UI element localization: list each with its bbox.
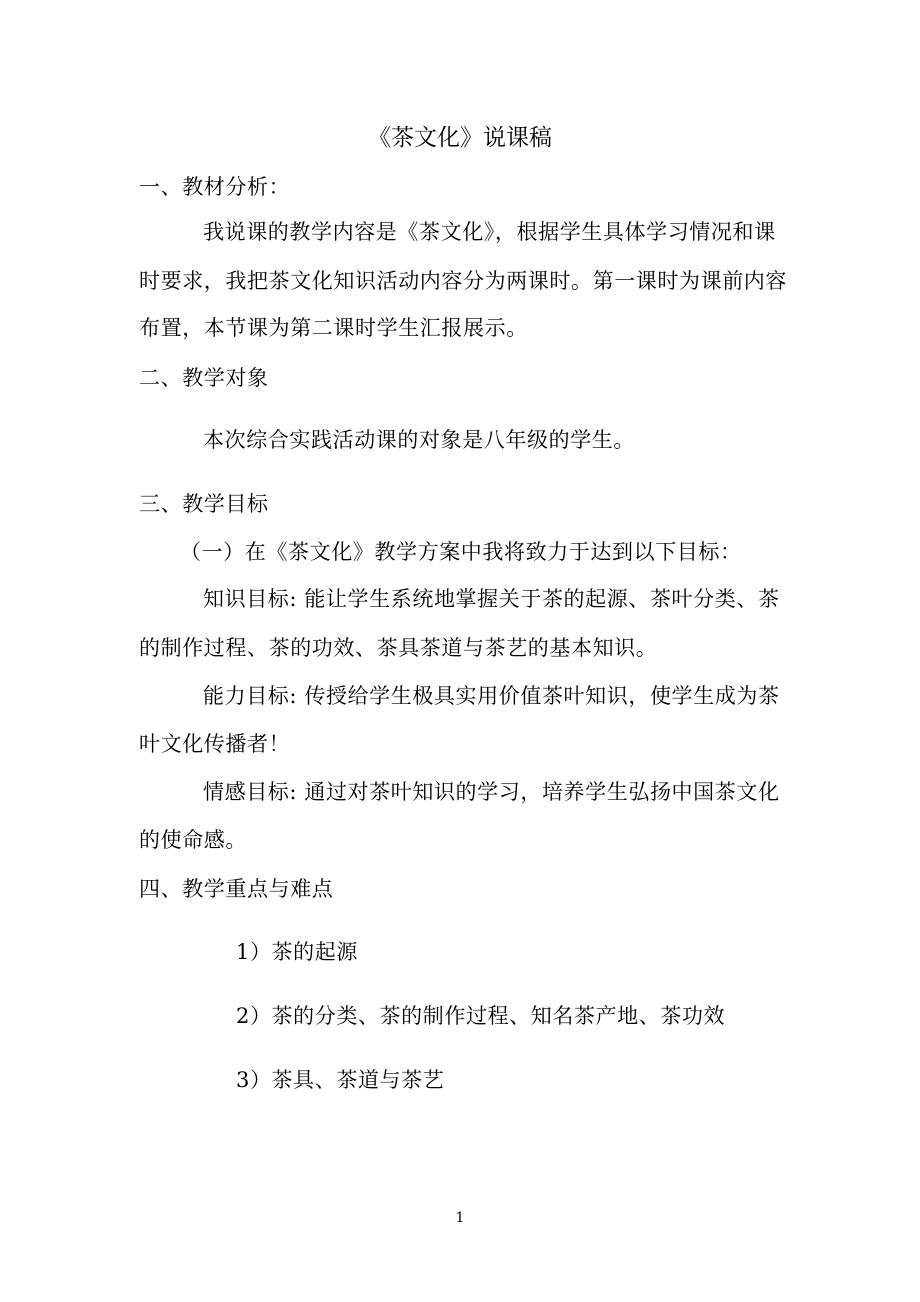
section-heading: 四、教学重点与难点 bbox=[139, 877, 334, 901]
paragraph-line: 时要求，我把茶文化知识活动内容分为两课时。第一课时为课前内容 bbox=[139, 269, 787, 293]
paragraph-line: 我说课的教学内容是《茶文化》，根据学生具体学习情况和课 bbox=[203, 220, 776, 244]
page-number: 1 bbox=[455, 1210, 465, 1226]
paragraph-line: 叶文化传播者！ bbox=[139, 732, 291, 756]
section-heading: 三、教学目标 bbox=[139, 492, 269, 516]
paragraph-line: 的制作过程、茶的功效、茶具茶道与茶艺的基本知识。 bbox=[139, 636, 658, 660]
paragraph-line: 情感目标: 通过对茶叶知识的学习，培养学生弘扬中国茶文化 bbox=[203, 780, 780, 804]
paragraph-line: 知识目标: 能让学生系统地掌握关于茶的起源、茶叶分类、茶 bbox=[203, 587, 780, 611]
section-heading: 一、教材分析： bbox=[139, 175, 291, 199]
paragraph-line: 能力目标: 传授给学生极具实用价值茶叶知识，使学生成为茶 bbox=[203, 684, 780, 708]
paragraph-line: 的使命感。 bbox=[139, 828, 247, 852]
paragraph-line: （一）在《茶文化》教学方案中我将致力于达到以下目标： bbox=[180, 540, 742, 564]
list-item: 2）茶的分类、茶的制作过程、知名茶产地、茶功效 bbox=[236, 1004, 726, 1028]
paragraph-line: 布置，本节课为第二课时学生汇报展示。 bbox=[139, 316, 528, 340]
paragraph-line: 本次综合实践活动课的对象是八年级的学生。 bbox=[203, 428, 635, 452]
section-heading: 二、教学对象 bbox=[139, 366, 269, 390]
list-item: 1）茶的起源 bbox=[236, 940, 358, 964]
document-title: 《茶文化》说课稿 bbox=[368, 125, 552, 151]
list-item: 3）茶具、茶道与茶艺 bbox=[236, 1068, 445, 1092]
